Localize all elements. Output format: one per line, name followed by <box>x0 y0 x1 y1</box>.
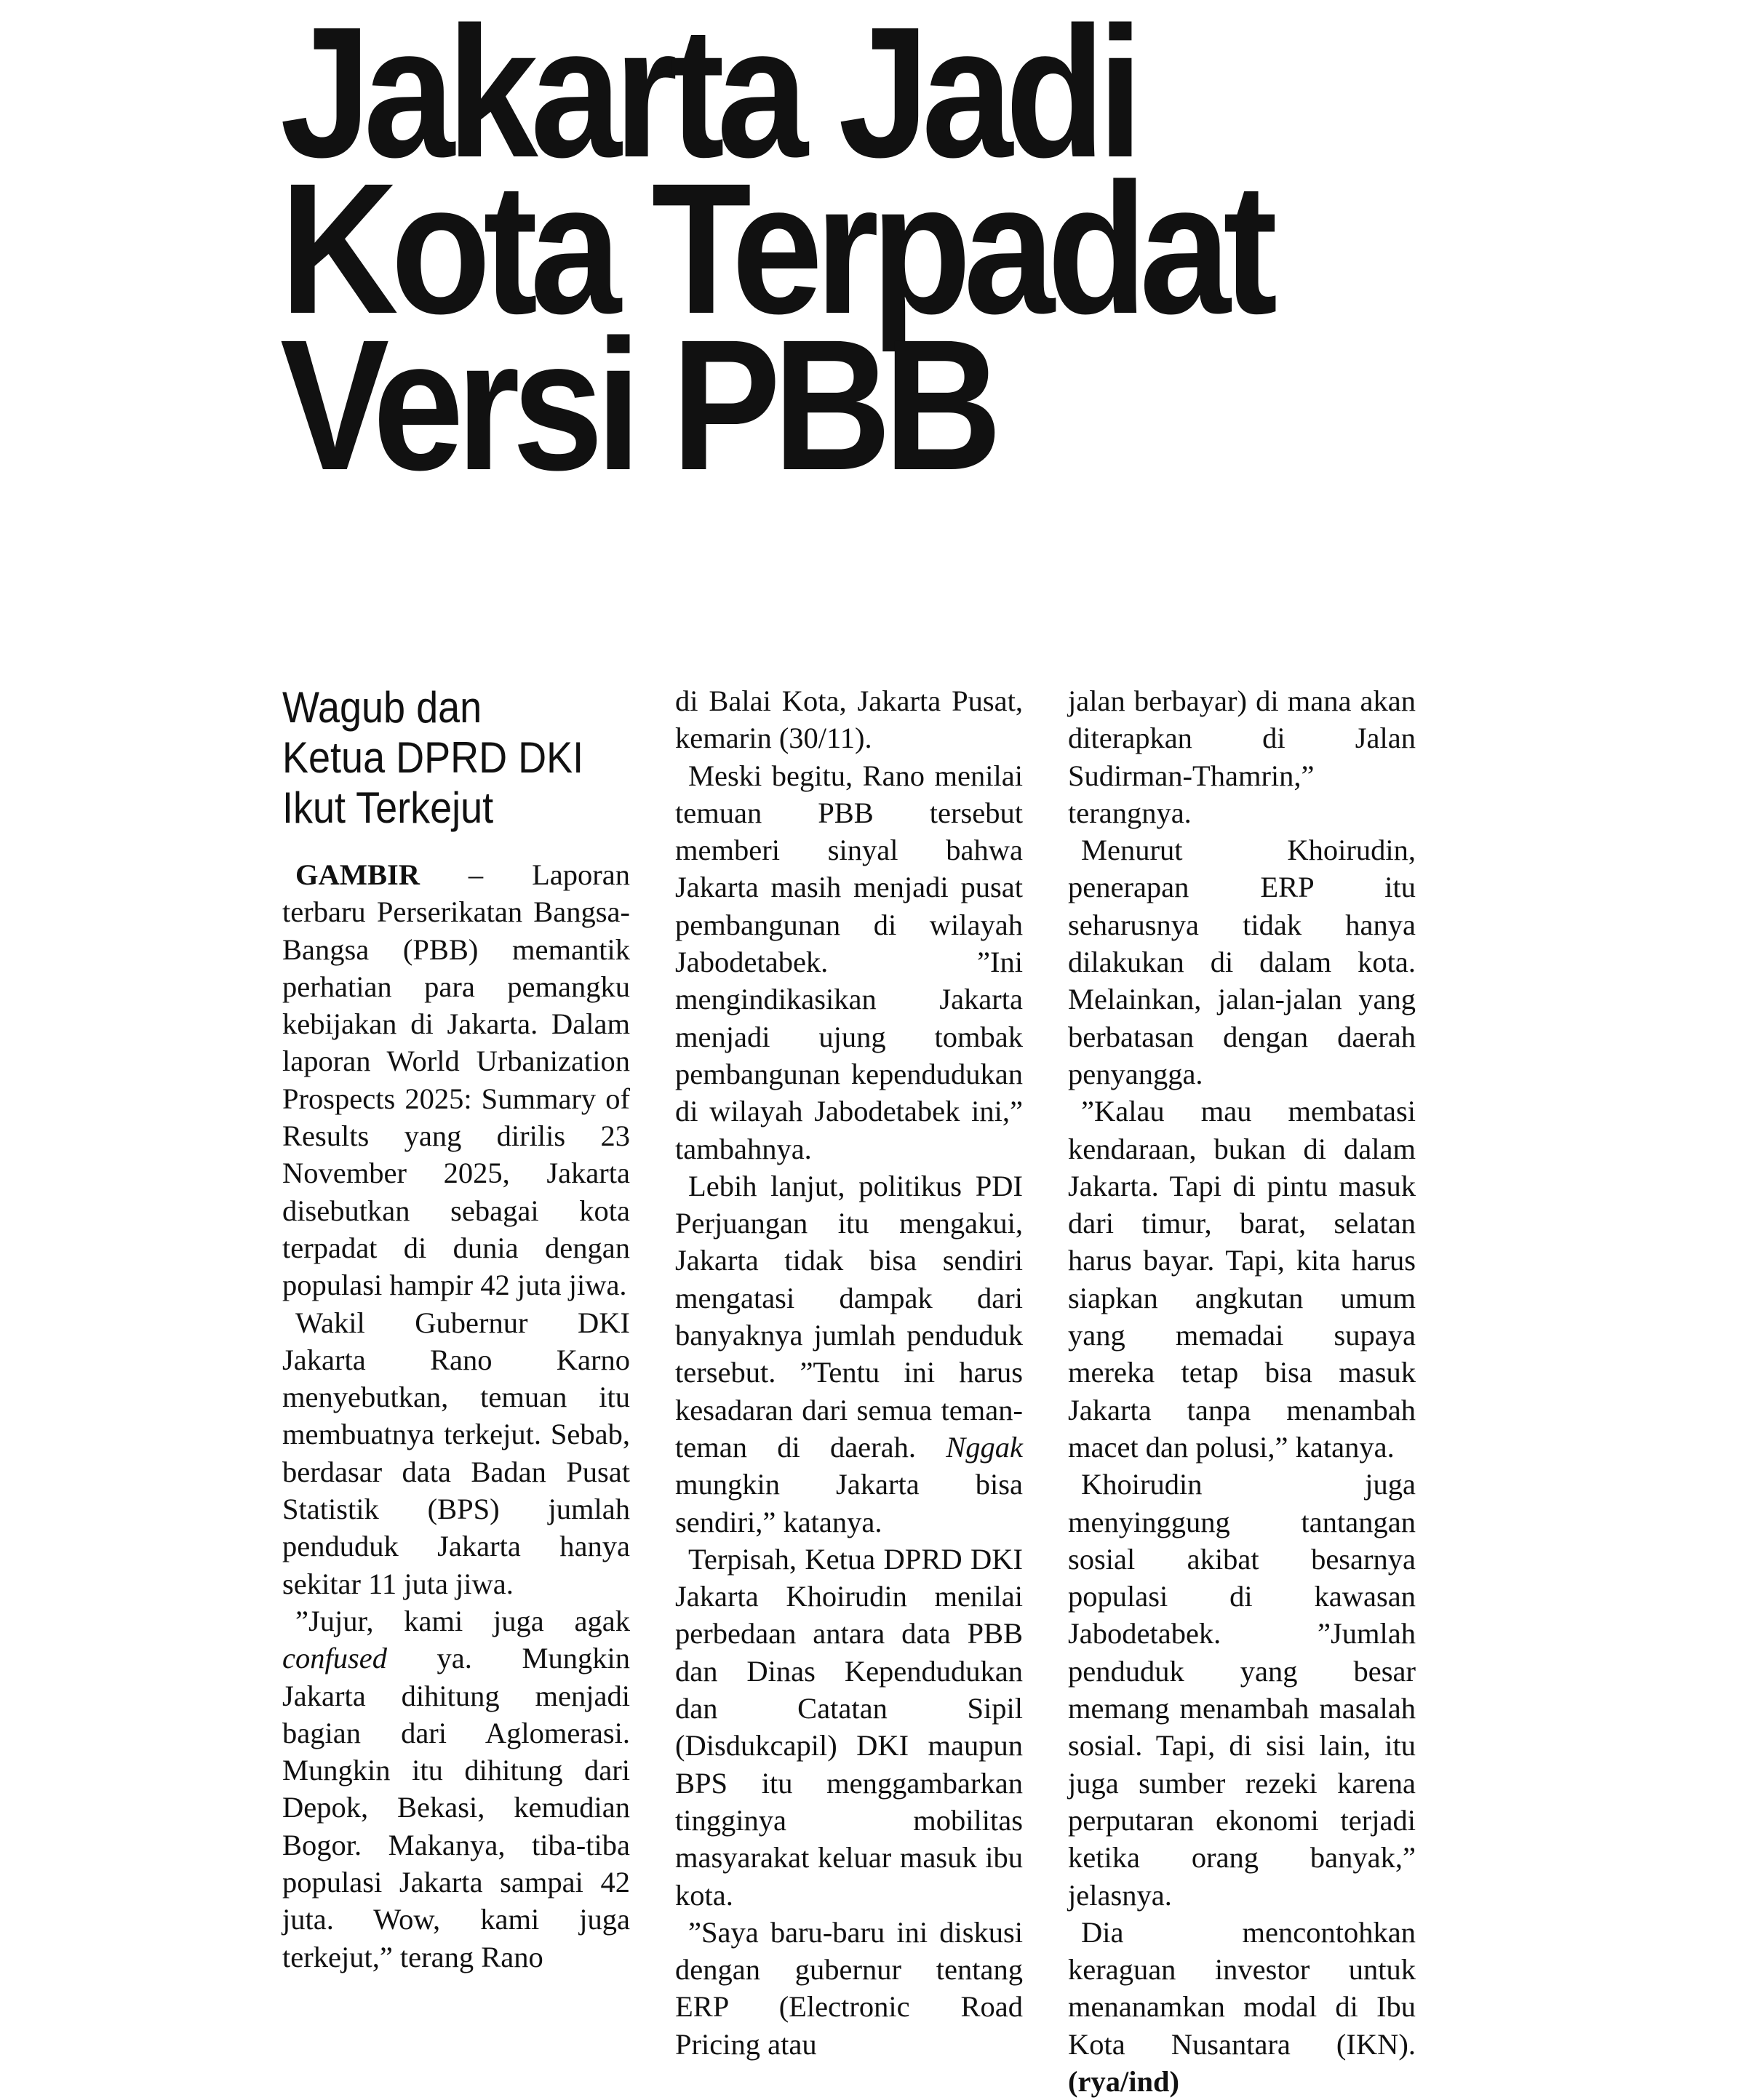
headline-line: Kota Terpadat <box>280 145 1270 353</box>
paragraph: Khoirudin juga menyinggung tantangan sosial akibat besarnya populasi di kawasan Jabodetabek. ”Jumlah penduduk yang besar memang menambah masalah sosial. Tapi, di sisi lain, itu juga sumber rezeki karena perputaran ekonomi terjadi ketika orang banyak,” jelasnya. <box>1068 1468 1416 1912</box>
headline-line: Versi PBB <box>280 301 994 509</box>
subheadline-line: Ketua DPRD DKI <box>282 733 584 782</box>
text: Dia mencontohkan keraguan investor untuk menanamkan modal di Ibu Kota Nusantara (IKN). <box>1068 1915 1416 2061</box>
italic-term: Nggak <box>946 1430 1023 1464</box>
paragraph: Wakil Gubernur DKI Jakarta Rano Karno menyebutkan, temuan itu membuatnya terkejut. Sebab, berdasar data Badan Pusat Statistik (BPS) jumlah penduduk Jakarta hanya sekitar 11 juta jiwa. <box>282 1306 630 1600</box>
subheadline-line: Ikut Terkejut <box>282 783 494 832</box>
lead-paragraph <box>282 856 630 1304</box>
paragraph: ”Kalau mau membatasi kendaraan, bukan di dalam Jakarta. Tapi di pintu masuk dari timur, barat, selatan harus bayar. Tapi, kita harus siapkan angkutan umum yang memadai supaya mereka tetap bisa masuk Jakarta tanpa menambah macet dan polusi,” katanya. <box>1068 1095 1416 1464</box>
text: ya. Mungkin Jakarta dihitung menjadi bagian dari Aglomerasi. Mungkin itu dihitung dari Depok, Bekasi, kemudian Bogor. Makanya, tiba-tiba populasi Jakarta sampai 42 juta. Wow, kami juga terkejut,” terang Rano <box>282 1642 630 1973</box>
paragraph-continued: jalan berbayar) di mana akan diterapkan di Jalan Sudirman-Thamrin,” terangnya. <box>1068 684 1416 829</box>
subheadline-line: Wagub dan <box>282 683 482 732</box>
paragraph <box>675 1167 1023 1541</box>
paragraph <box>282 1602 630 1976</box>
lead-text: – Laporan terbaru Perserikatan Bangsa-Bangsa (PBB) memantik perhatian para pemangku kebijakan di Jakarta. Dalam laporan World Urbanization Prospects 2025: Summary of Results yang dirilis 23 November 2025, Jakarta disebutkan sebagai kota terpadat di dunia dengan populasi hampir 42 juta jiwa. <box>282 858 630 1302</box>
paragraph: Menurut Khoirudin, penerapan ERP itu seharusnya tidak hanya dilakukan di dalam kota. Melainkan, jalan-jalan yang berbatasan dengan daerah penyangga. <box>1068 834 1416 1090</box>
text: Lebih lanjut, politikus PDI Perjuangan itu mengakui, Jakarta tidak bisa sendiri mengatasi dampak dari banyaknya jumlah penduduk tersebut. ”Tentu ini harus kesadaran dari semua teman-teman di daerah. <box>675 1169 1023 1464</box>
headline <box>280 0 1270 509</box>
article-column-2 <box>675 682 1023 2063</box>
headline-line: Jakarta Jadi <box>280 0 1136 196</box>
article-column-3 <box>1068 682 1416 2100</box>
text: ”Jujur, kami juga agak <box>295 1604 630 1637</box>
signoff: (rya/ind) <box>1068 2064 1180 2098</box>
dateline: GAMBIR <box>295 858 420 891</box>
italic-term: confused <box>282 1642 387 1675</box>
article-column-1 <box>282 682 630 1976</box>
paragraph-continued: di Balai Kota, Jakarta Pusat, kemarin (30/11). <box>675 684 1023 755</box>
text: mungkin Jakarta bisa sendiri,” katanya. <box>675 1468 1023 1538</box>
paragraph <box>1068 1914 1416 2100</box>
paragraph: Terpisah, Ketua DPRD DKI Jakarta Khoirudin menilai perbedaan antara data PBB dan Dinas Kependudukan dan Catatan Sipil (Disdukcapil) DKI maupun BPS itu menggambarkan tingginya mobilitas masyarakat keluar masuk ibu kota. <box>675 1542 1023 1912</box>
paragraph: Meski begitu, Rano menilai temuan PBB tersebut memberi sinyal bahwa Jakarta masih menjadi pusat pembangunan di wilayah Jabodetabek. ”Ini mengindikasikan Jakarta menjadi ujung tombak pembangunan kependudukan di wilayah Jabodetabek ini,” tambahnya. <box>675 759 1023 1165</box>
paragraph: ”Saya baru-baru ini diskusi dengan gubernur tentang ERP (Electronic Road Pricing atau <box>675 1915 1023 2061</box>
subheadline <box>282 682 595 833</box>
